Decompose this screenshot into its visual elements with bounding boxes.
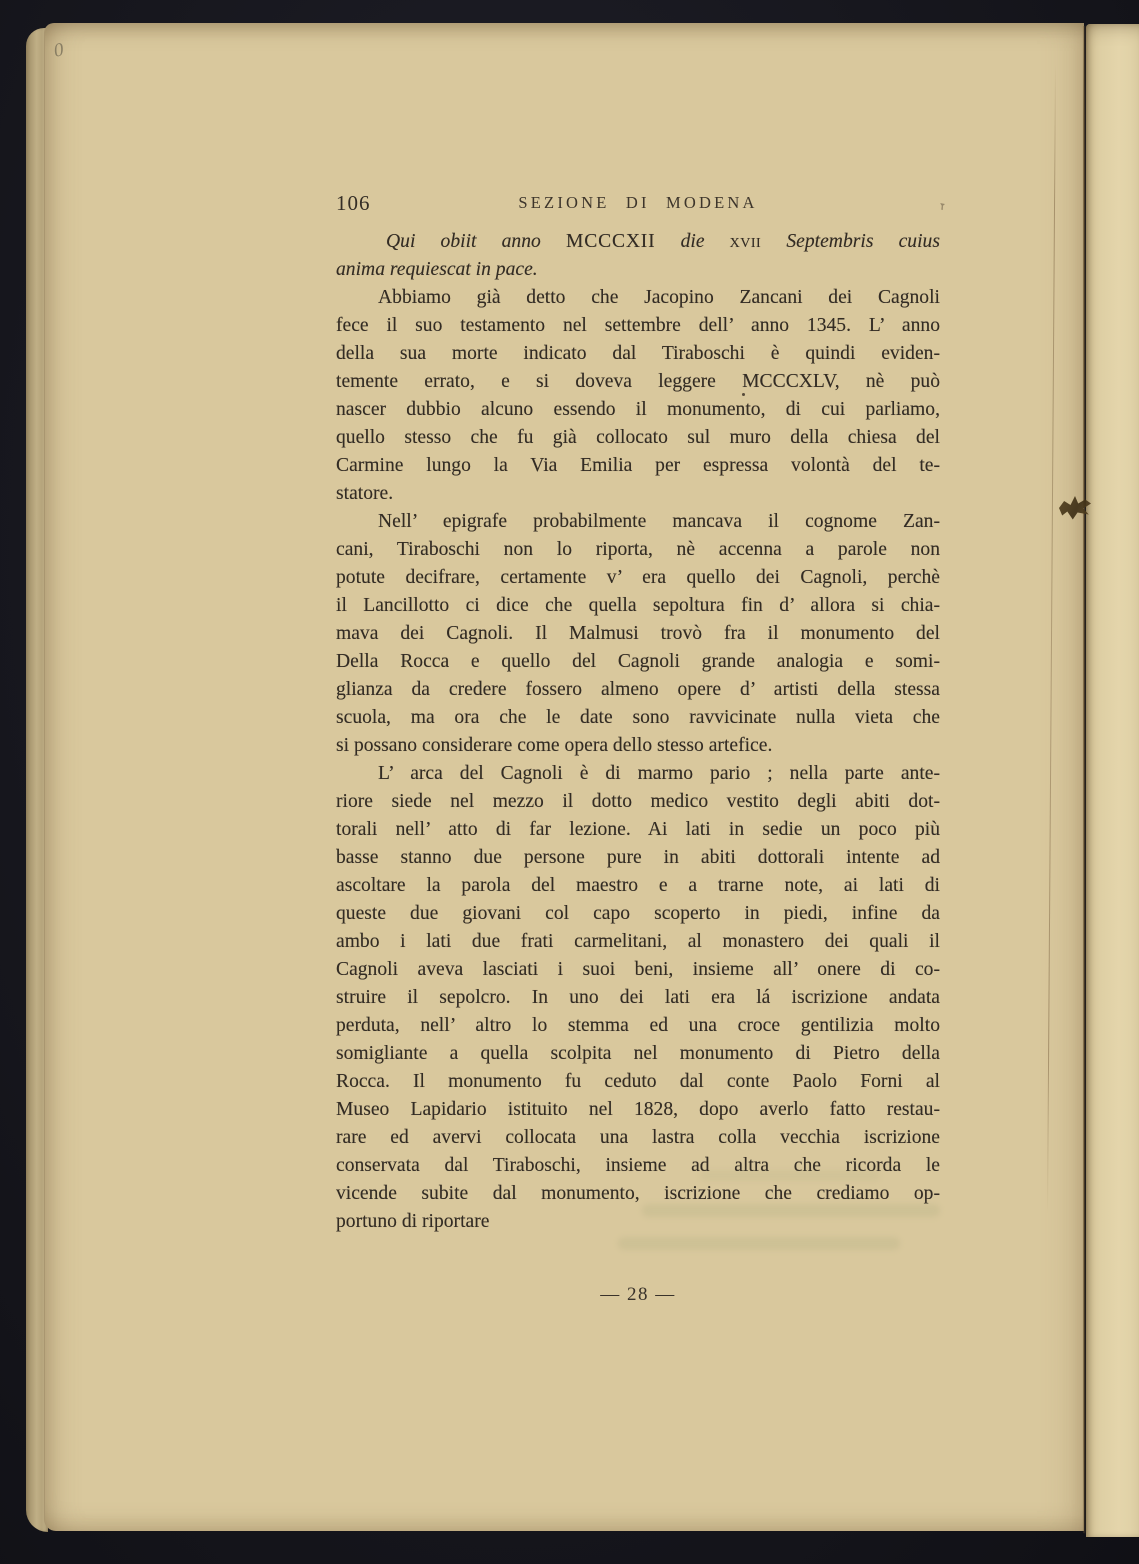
text-line: portuno di riportare (336, 1211, 490, 1232)
text-line: cani, Tiraboschi non lo riporta, nè accenna a parole non (336, 539, 940, 560)
text-line: struire il sepolcro. In uno dei lati era lá iscrizione andata (336, 987, 940, 1008)
text-line: Abbiamo già detto che Jacopino Zancani dei Cagnoli (378, 287, 940, 308)
text-line: fece il suo testamento nel settembre dell’ anno 1345. L’ anno (336, 315, 940, 336)
quote-segment: Septembris cuius (786, 231, 940, 252)
show-through-text (618, 1237, 900, 1250)
text-line: somigliante a quella scolpita nel monumento di Pietro della (336, 1043, 940, 1064)
text-line: rare ed avervi collocata una lastra colla vecchia iscrizione (336, 1127, 940, 1148)
next-page-edge (1086, 24, 1139, 1537)
quote-segment-smallcaps: xvii (729, 231, 762, 252)
show-through-text (642, 1204, 940, 1217)
ink-speck (742, 393, 745, 396)
gutter-crease (1083, 26, 1085, 1533)
quote-segment: Qui obiit anno (386, 231, 541, 252)
text-line: Cagnoli aveva lasciati i suoi beni, insieme all’ onere di co- (336, 959, 940, 980)
text-line: ambo i lati due frati carmelitani, al monastero dei quali il (336, 931, 940, 952)
text-line: perduta, nell’ altro lo stemma ed una croce gentilizia molto (336, 1015, 940, 1036)
text-line: potute decifrare, certamente v’ era quello dei Cagnoli, perchè (336, 567, 940, 588)
text-line: mava dei Cagnoli. Il Malmusi trovò fra il monumento del (336, 623, 940, 644)
text-line: Carmine lungo la Via Emilia per espressa volontà del te- (336, 455, 940, 476)
text-line: torali nell’ atto di far lezione. Ai lati in sedie un poco più (336, 819, 940, 840)
text-line: Nell’ epigrafe probabilmente mancava il cognome Zan- (378, 511, 940, 532)
latin-quote-line (336, 228, 940, 256)
text-line: queste due giovani col capo scoperto in piedi, infine da (336, 903, 940, 924)
quote-segment: die (680, 231, 705, 252)
running-header: SEZIONE DI MODENA (518, 193, 758, 212)
text-line: conservata dal Tiraboschi, insieme ad altra che ricorda le (336, 1155, 940, 1176)
text-column (336, 228, 940, 1236)
text-line: della sua morte indicato dal Tiraboschi è quindi eviden- (336, 343, 940, 364)
text-line: Museo Lapidario istituito nel 1828, dopo averlo fatto restau- (336, 1099, 940, 1120)
text-line: statore. (336, 483, 394, 504)
text-line: nascer dubbio alcuno essendo il monumento, di cui parliamo, (336, 399, 940, 420)
text-line: temente errato, e si doveva leggere MCCCXLV, nè può (336, 371, 940, 392)
text-line: riore siede nel mezzo il dotto medico vestito degli abiti dot- (336, 791, 940, 812)
page-number: 106 (336, 191, 371, 215)
text-line: basse stanno due persone pure in abiti dottorali intente ad (336, 847, 940, 868)
latin-quote-line: anima requiescat in pace. (336, 259, 538, 280)
text-line: si possano considerare come opera dello stesso artefice. (336, 735, 773, 756)
text-line: il Lancillotto ci dice che quella sepoltura fin d’ allora si chia- (336, 595, 940, 616)
text-line: ascoltare la parola del maestro e a trarne note, ai lati di (336, 875, 940, 896)
text-line: vicende subite dal monumento, iscrizione che crediamo op- (336, 1183, 940, 1204)
pencil-mark: 0 (52, 39, 66, 62)
text-line: L’ arca del Cagnoli è di marmo pario ; nella parte ante- (378, 763, 940, 784)
page-header (336, 190, 940, 216)
text-line: quello stesso che fu già collocato sul muro della chiesa del (336, 427, 940, 448)
text-line: scuola, ma ora che le date sono ravvicinate nulla vieta che (336, 707, 940, 728)
text-line: glianza da credere fossero almeno opere d’ artisti della stessa (336, 679, 940, 700)
show-through-text (700, 1170, 880, 1181)
page-footer-number: — 28 — (600, 1284, 676, 1305)
quote-segment-roman: MCCCXII (565, 231, 656, 252)
text-line: Rocca. Il monumento fu ceduto dal conte Paolo Forni al (336, 1071, 940, 1092)
text-line: Della Rocca e quello del Cagnoli grande analogia e somi- (336, 651, 940, 672)
